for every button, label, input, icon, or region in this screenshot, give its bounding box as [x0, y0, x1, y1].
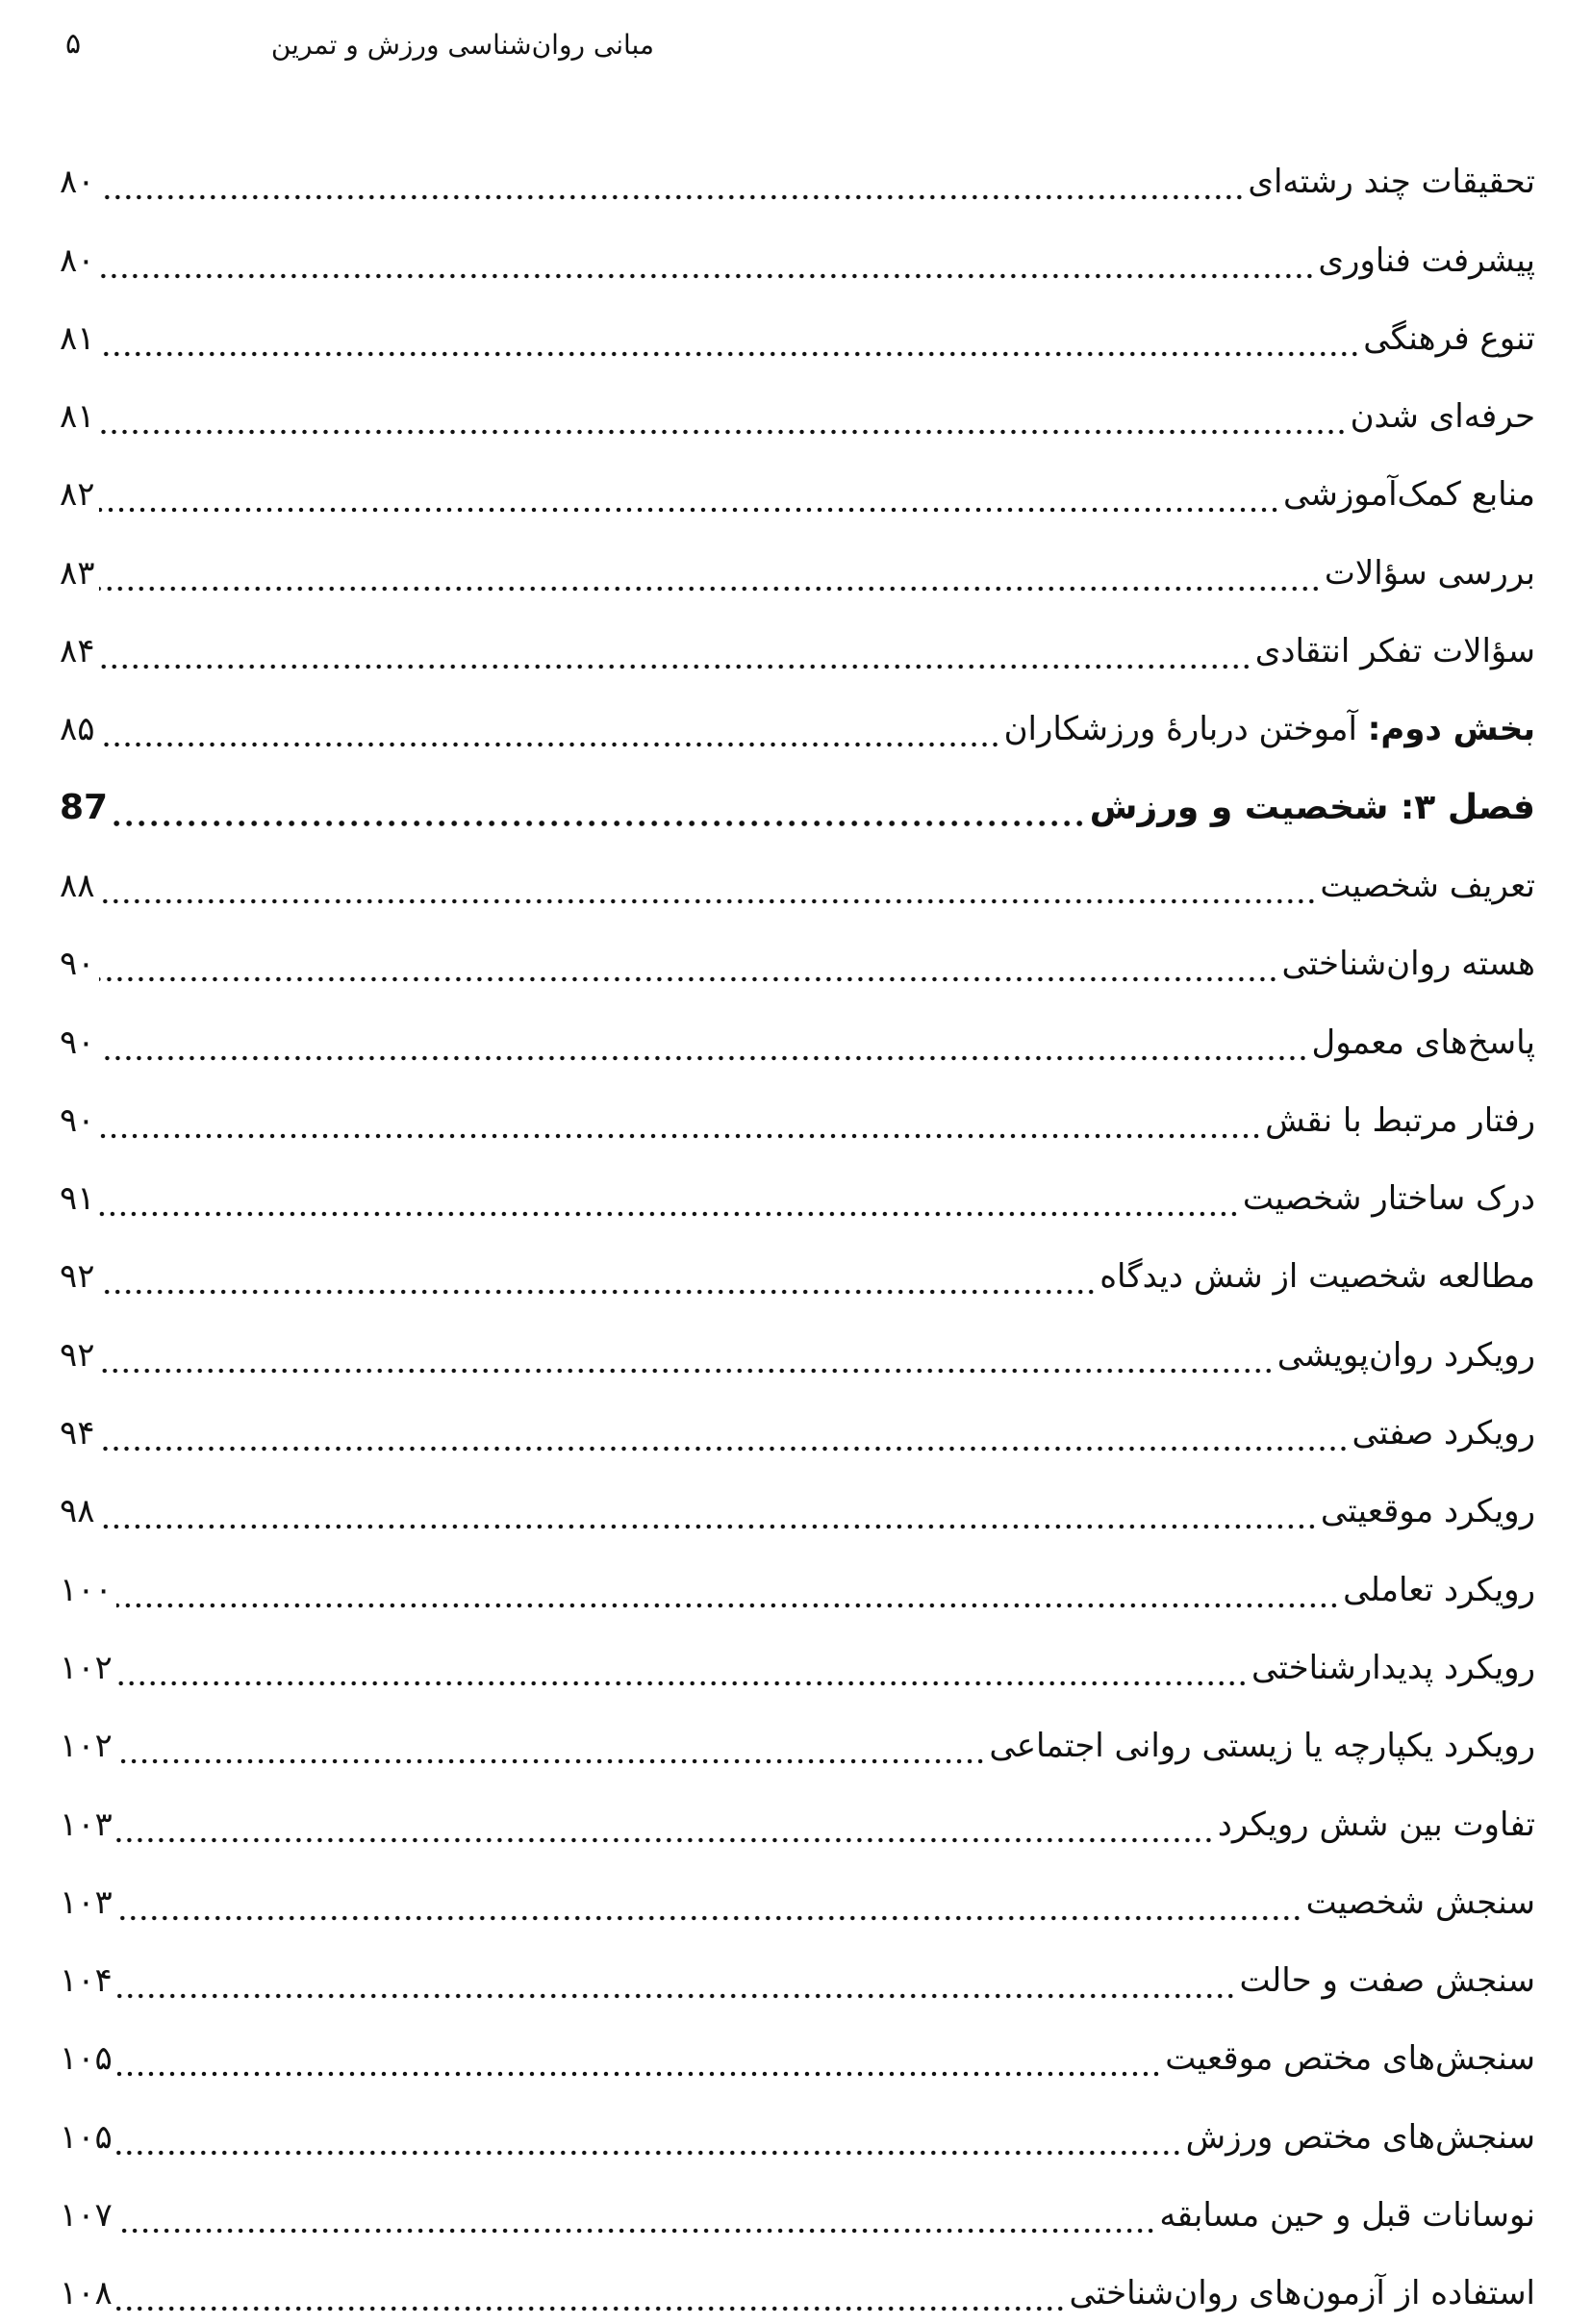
dot-leader — [99, 1492, 1317, 1530]
toc-entry-title: رویکرد روان‌پویشی — [1276, 1335, 1535, 1375]
toc-entry-page: ۱۰۲ — [60, 1727, 113, 1766]
dot-leader — [99, 1257, 1097, 1296]
dot-leader — [116, 2196, 1156, 2235]
toc-entry-page: ۸۰ — [60, 163, 95, 202]
toc-entry-page: ۱۰۵ — [60, 2039, 113, 2079]
toc-entry-title: پیشرفت فناوری — [1318, 240, 1535, 280]
toc-entry — [60, 2168, 1535, 2246]
toc-entry-title: آموختن دربارهٔ ورزشکاران — [1003, 710, 1357, 749]
toc-entry — [60, 1074, 1535, 1151]
running-header — [58, 27, 654, 75]
page-number: ۵ — [65, 27, 82, 61]
toc-entry-page: ۹۰ — [60, 945, 95, 984]
toc-entry — [60, 291, 1535, 369]
toc-entry — [60, 2089, 1535, 2167]
part-label: بخش دوم: — [1367, 710, 1535, 749]
toc-entry-page: ۹۱ — [60, 1179, 95, 1219]
toc-entry-page: ۹۰ — [60, 1100, 95, 1140]
toc-entry-title: رویکرد تعاملی — [1343, 1570, 1535, 1609]
dot-leader — [99, 1414, 1349, 1452]
toc-entry-page: ۹۰ — [60, 1023, 95, 1062]
dot-leader — [116, 2274, 1066, 2312]
toc-entry — [60, 2246, 1535, 2324]
dot-leader — [99, 1101, 1262, 1140]
toc-entry-title: بررسی سؤالات — [1324, 553, 1535, 593]
toc-entry-title: درک ساختار شخصیت — [1242, 1179, 1535, 1219]
toc-entry — [60, 1386, 1535, 1464]
toc-entry-page: ۸۰ — [60, 240, 95, 280]
toc-part-entry — [60, 682, 1535, 760]
dot-leader — [116, 2118, 1182, 2157]
toc-entry-title: رویکرد موقعیتی — [1320, 1492, 1535, 1531]
toc-entry-page: ۹۴ — [60, 1414, 95, 1453]
toc-entry — [60, 1699, 1535, 1777]
toc-entry — [60, 1151, 1535, 1229]
toc-entry — [60, 839, 1535, 917]
toc-part-heading — [1004, 710, 1535, 760]
dot-leader — [99, 554, 1321, 593]
toc-entry-title: تنوع فرهنگی — [1363, 318, 1535, 358]
toc-entry-page: ۱۰۳ — [60, 1805, 113, 1844]
toc-entry — [60, 604, 1535, 682]
dot-leader — [99, 475, 1280, 514]
toc-entry-title: رویکرد صفتی — [1352, 1414, 1535, 1453]
book-title: مبانی روان‌شناسی ورزش و تمرین — [270, 29, 654, 61]
toc-entry-page: ۸۸ — [60, 866, 95, 905]
toc-entry-page: ۹۲ — [60, 1335, 95, 1375]
toc-entry-title: رفتار مرتبط با نقش — [1265, 1100, 1535, 1140]
toc-entry-title: رویکرد یکپارچه یا زیستی روانی اجتماعی — [989, 1727, 1535, 1766]
dot-leader — [116, 1883, 1302, 1922]
toc-entry-page: ۸۴ — [60, 632, 95, 671]
dot-leader — [99, 241, 1315, 280]
toc-entry — [60, 135, 1535, 213]
toc-entry-page: ۱۰۲ — [60, 1648, 113, 1687]
dot-leader — [99, 163, 1245, 201]
toc-entry-page: ۱۰۷ — [60, 2196, 113, 2236]
toc-entry-title: سنجش‌های مختص ورزش — [1185, 2117, 1535, 2157]
toc-entry-page: ۱۰۳ — [60, 1882, 113, 1922]
toc-entry-page: ۹۲ — [60, 1257, 95, 1297]
toc-entry-title: حرفه‌ای شدن — [1350, 397, 1535, 437]
toc-entry-title: منابع کمک‌آموزشی — [1283, 475, 1535, 515]
toc-entry-page: ۱۰۰ — [60, 1570, 113, 1609]
toc-entry-page: ۱۰۴ — [60, 1961, 113, 2001]
toc-entry — [60, 213, 1535, 290]
toc-entry — [60, 369, 1535, 447]
toc-entry — [60, 525, 1535, 603]
toc-entry — [60, 1464, 1535, 1542]
toc-entry-page: ۱۰۸ — [60, 2274, 113, 2313]
toc-entry — [60, 1542, 1535, 1620]
dot-leader — [116, 1806, 1214, 1844]
toc-entry — [60, 1229, 1535, 1307]
toc-entry-title: تعریف شخصیت — [1320, 866, 1535, 905]
dot-leader — [116, 1961, 1236, 2000]
dot-leader — [116, 2039, 1161, 2078]
dot-leader — [99, 710, 1000, 748]
dot-leader — [112, 789, 1086, 827]
toc-entry-title: رویکرد پدیدارشناختی — [1251, 1648, 1535, 1687]
toc-entry-page: ۸۲ — [60, 475, 95, 515]
dot-leader — [99, 1179, 1239, 1218]
toc-entry-title: مطالعه شخصیت از شش دیدگاه — [1099, 1257, 1535, 1297]
toc-entry-title: سنجش‌های مختص موقعیت — [1165, 2039, 1535, 2079]
toc-entry-title: سنجش شخصیت — [1305, 1882, 1535, 1922]
toc-entry-title: نوسانات قبل و حین مسابقه — [1159, 2196, 1535, 2236]
toc-entry-page: ۸۳ — [60, 553, 95, 593]
dot-leader — [99, 867, 1317, 905]
toc-entry — [60, 1856, 1535, 1933]
toc-entry-title: تفاوت بین شش رویکرد — [1217, 1805, 1535, 1844]
toc-entry-title: سؤالات تفکر انتقادی — [1254, 632, 1535, 671]
table-of-contents — [60, 135, 1535, 2324]
dot-leader — [99, 1023, 1308, 1062]
toc-entry — [60, 995, 1535, 1073]
toc-chapter-entry — [60, 760, 1535, 838]
toc-entry-title: هسته روان‌شناختی — [1281, 945, 1535, 984]
dot-leader — [99, 1336, 1274, 1375]
toc-entry — [60, 447, 1535, 525]
toc-entry-title: پاسخ‌های معمول — [1311, 1023, 1535, 1062]
toc-entry — [60, 1621, 1535, 1699]
toc-entry — [60, 1307, 1535, 1385]
dot-leader — [116, 1649, 1248, 1687]
dot-leader — [116, 1727, 986, 1765]
toc-entry-title: سنجش صفت و حالت — [1239, 1961, 1535, 2001]
toc-entry — [60, 1933, 1535, 2011]
toc-entry-title: تحقیقات چند رشته‌ای — [1248, 163, 1535, 202]
toc-chapter-title: فصل ۳: شخصیت و ورزش — [1089, 787, 1535, 827]
toc-entry-page: ۸۵ — [60, 710, 95, 749]
toc-entry-page: ۱۰۵ — [60, 2117, 113, 2157]
toc-entry-page: ۸۱ — [60, 397, 95, 437]
toc-entry-page: 87 — [60, 787, 109, 827]
dot-leader — [99, 632, 1251, 670]
toc-entry-title: استفاده از آزمون‌های روان‌شناختی — [1069, 2274, 1535, 2313]
dot-leader — [99, 319, 1360, 358]
toc-entry-page: ۹۸ — [60, 1492, 95, 1531]
toc-entry — [60, 2011, 1535, 2089]
toc-entry — [60, 1777, 1535, 1855]
dot-leader — [116, 1571, 1339, 1609]
dot-leader — [99, 397, 1347, 436]
dot-leader — [99, 945, 1278, 983]
toc-entry-page: ۸۱ — [60, 318, 95, 358]
toc-entry — [60, 917, 1535, 995]
